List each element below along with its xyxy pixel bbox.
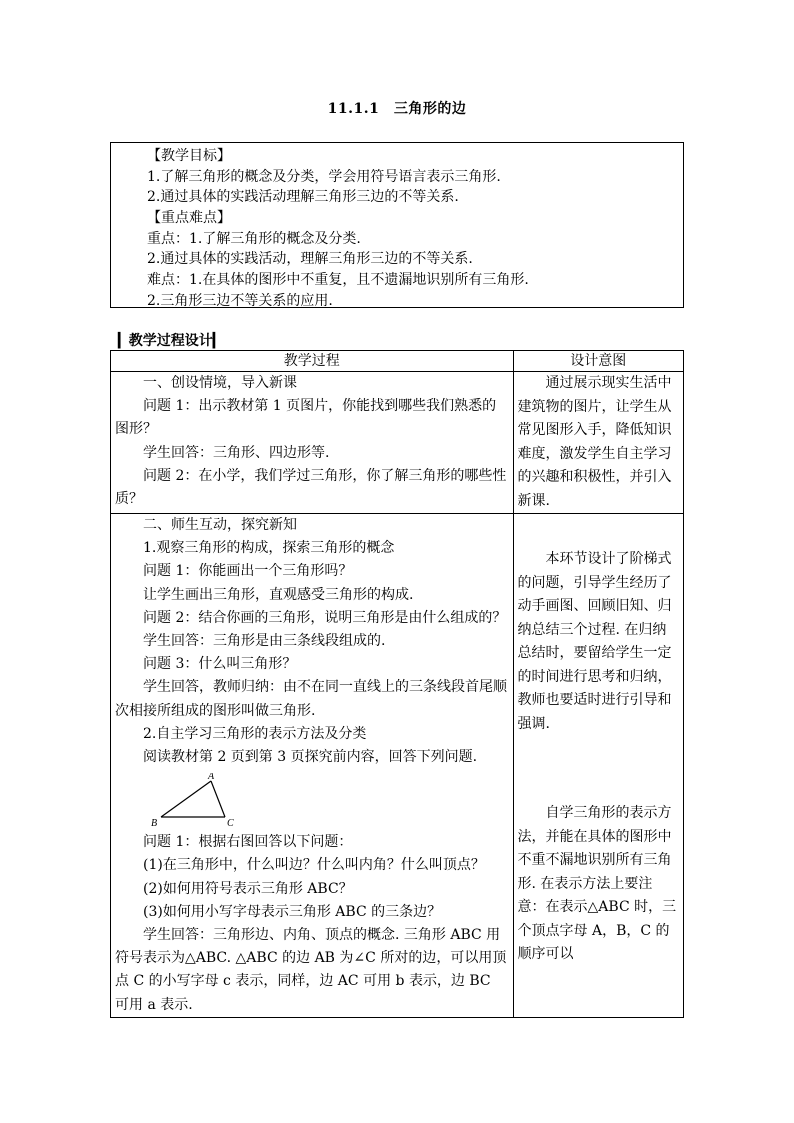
paragraph: 二、师生互动，探究新知 xyxy=(143,517,297,533)
table-row xyxy=(111,514,684,1018)
paragraph: 问题 1：出示教材第 1 页图片，你能找到哪些我们熟悉的图形？ xyxy=(115,398,497,438)
paragraph: (3)如何用小写字母表示三角形 ABC 的三条边？ xyxy=(143,903,442,920)
paragraph: (1)在三角形中，什么叫边？什么叫内角？什么叫顶点？ xyxy=(143,857,485,874)
intent-cell-2 xyxy=(513,514,683,1018)
objective-2: 2.通过具体的实践活动理解三角形三边的不等关系. xyxy=(147,189,459,206)
paragraph: 让学生画出三角形，直观感受三角形的构成. xyxy=(143,586,414,603)
section-label: ▎教学过程设计▎ xyxy=(118,333,224,349)
paragraph: 问题 1：你能画出一个三角形吗？ xyxy=(143,563,353,580)
paragraph: 问题 1：根据右图回答以下问题： xyxy=(143,834,353,851)
paragraph: 学生回答：三角形、四边形等. xyxy=(143,444,330,461)
intent-text: 本环节设计了阶梯式的问题，引导学生经历了动手画图、回顾旧知、归纳总结三个过程. 在归纳总结时，要留给学生一定的时间进行思考和归纳，教师也要适时进行引导和强调. xyxy=(517,551,672,732)
paragraph: 一、创设情境，导入新课 xyxy=(143,375,297,391)
header-process: 教学过程 xyxy=(111,351,514,372)
table-row xyxy=(111,372,684,514)
paragraph: 2.自主学习三角形的表示方法及分类 xyxy=(143,725,367,742)
triangle-side-ab xyxy=(161,781,211,817)
vertex-label-a: A xyxy=(208,773,215,783)
vertex-label-b: B xyxy=(151,818,158,830)
table-header-row xyxy=(111,351,684,372)
paragraph: 学生回答：三角形边、内角、顶点的概念. 三角形 ABC 用符号表示为△ABC. △ABC 的边 AB 为∠C 所对的边，可以用顶点 C 的小写字母 c 表示，同样，边 AC 可用 b 表示，边 BC 可用 a 表示. xyxy=(115,927,507,1013)
paragraph: (2)如何用符号表示三角形 ABC？ xyxy=(143,880,353,897)
objective-1: 1.了解三角形的概念及分类，学会用符号语言表示三角形. xyxy=(147,168,501,185)
process-cell-1 xyxy=(111,372,514,514)
key-point-2: 2.通过具体的实践活动，理解三角形三边的不等关系. xyxy=(147,251,473,268)
key-point-1: 重点：1.了解三角形的概念及分类. xyxy=(147,230,361,247)
paragraph: 学生回答，教师归纳：由不在同一直线上的三条线段首尾顺次相接所组成的图形叫做三角形. xyxy=(115,679,507,719)
intent-cell-1 xyxy=(513,372,683,514)
paragraph: 阅读教材第 2 页到第 3 页探究前内容，回答下列问题. xyxy=(143,749,478,766)
paragraph: 问题 2：在小学，我们学过三角形，你了解三角形的哪些性质？ xyxy=(115,467,507,508)
difficulty-2: 2.三角形三边不等关系的应用. xyxy=(147,292,333,309)
paragraph: 学生回答：三角形是由三条线段组成的. xyxy=(143,633,386,650)
intent-text: 自学三角形的表示方法，并能在具体的图形中不重不漏地识别所有三角形. 在表示方法上要注意：在表示△ABC 时，三个顶点字母 A，B，C 的顺序可以 xyxy=(517,805,677,962)
intent-text: 通过展示现实生活中建筑物的图片，让学生从常见图形入手，降低知识难度，激发学生自主学习的兴趣和积极性，并引入新课. xyxy=(517,375,672,509)
page-title: 11.1.1 三角形的边 xyxy=(327,101,467,117)
vertex-label-c: C xyxy=(227,818,234,830)
process-table xyxy=(110,350,684,1018)
paragraph: 1.观察三角形的构成，探索三角形的概念 xyxy=(143,540,395,557)
header-intent: 设计意图 xyxy=(513,351,683,372)
paragraph: 问题 3：什么叫三角形？ xyxy=(143,656,297,673)
triangle-side-ac xyxy=(211,781,225,817)
paragraph: 问题 2：结合你画的三角形，说明三角形是由什么组成的？ xyxy=(143,609,507,626)
process-cell-2 xyxy=(111,514,514,1018)
objectives-box xyxy=(110,142,684,308)
key-points-heading: 【重点难点】 xyxy=(147,210,231,227)
objectives-heading: 【教学目标】 xyxy=(147,148,231,164)
difficulty-1: 难点：1.在具体的图形中不重复，且不遗漏地识别所有三角形. xyxy=(147,272,529,289)
triangle-figure xyxy=(149,773,259,829)
